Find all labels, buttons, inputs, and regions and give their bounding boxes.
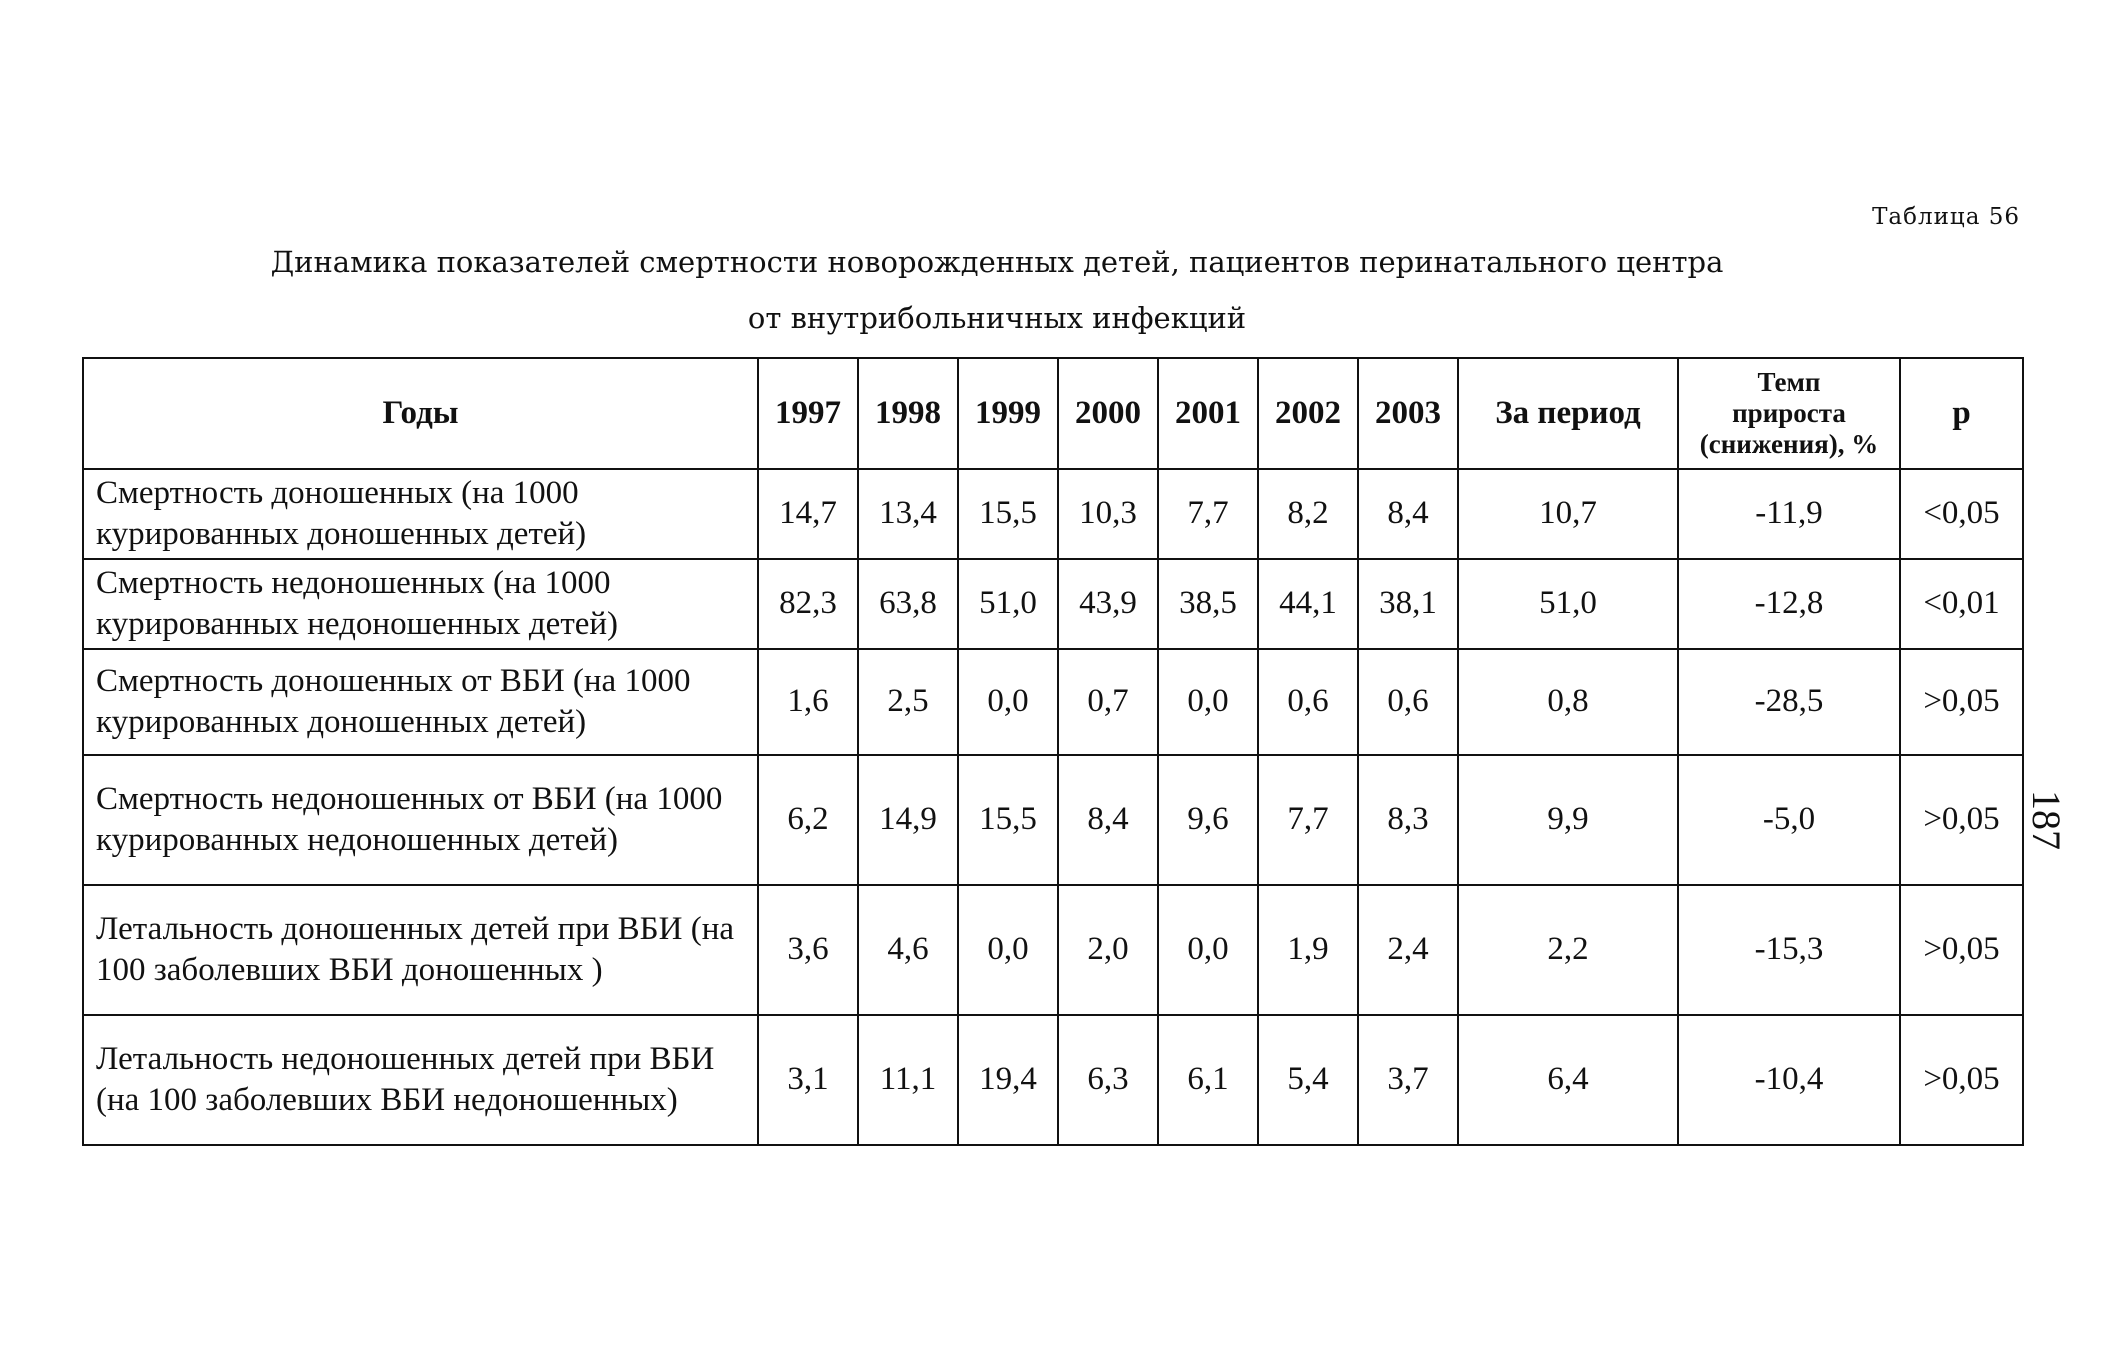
- cell-period: 51,0: [1458, 559, 1678, 649]
- cell-value: 38,1: [1358, 559, 1458, 649]
- cell-value: 7,7: [1258, 755, 1358, 885]
- cell-growth: -15,3: [1678, 885, 1900, 1015]
- cell-value: 11,1: [858, 1015, 958, 1145]
- cell-value: 38,5: [1158, 559, 1258, 649]
- cell-value: 1,9: [1258, 885, 1358, 1015]
- cell-value: 0,0: [958, 885, 1058, 1015]
- cell-value: 82,3: [758, 559, 858, 649]
- table-row: [83, 469, 2023, 559]
- cell-period: 9,9: [1458, 755, 1678, 885]
- table-row: [83, 755, 2023, 885]
- cell-value: 0,6: [1258, 649, 1358, 755]
- cell-value: 6,2: [758, 755, 858, 885]
- header-year: 1997: [758, 358, 858, 469]
- cell-value: 13,4: [858, 469, 958, 559]
- mortality-table: [82, 357, 2024, 1146]
- table-caption-line-2: от внутрибольничных инфекций: [747, 301, 1247, 335]
- cell-value: 0,0: [1158, 649, 1258, 755]
- header-year: 1999: [958, 358, 1058, 469]
- header-year: 1998: [858, 358, 958, 469]
- table-row: [83, 885, 2023, 1015]
- page-number: 187: [2024, 790, 2069, 850]
- cell-growth: -10,4: [1678, 1015, 1900, 1145]
- header-year: 2003: [1358, 358, 1458, 469]
- cell-value: 51,0: [958, 559, 1058, 649]
- cell-value: 2,0: [1058, 885, 1158, 1015]
- row-label: Смертность доношенных (на 1000 курированных доношенных детей): [83, 469, 758, 559]
- table-number: Таблица 56: [1872, 204, 2020, 230]
- cell-value: 43,9: [1058, 559, 1158, 649]
- cell-value: 44,1: [1258, 559, 1358, 649]
- cell-value: 6,3: [1058, 1015, 1158, 1145]
- cell-value: 3,6: [758, 885, 858, 1015]
- cell-value: 15,5: [958, 469, 1058, 559]
- cell-value: 15,5: [958, 755, 1058, 885]
- cell-value: 19,4: [958, 1015, 1058, 1145]
- cell-value: 2,5: [858, 649, 958, 755]
- header-growth-line: прироста: [1732, 397, 1846, 428]
- cell-value: 14,9: [858, 755, 958, 885]
- cell-value: 1,6: [758, 649, 858, 755]
- cell-value: 10,3: [1058, 469, 1158, 559]
- row-label: Летальность недоношенных детей при ВБИ (на 100 заболевших ВБИ недоношенных): [83, 1015, 758, 1145]
- cell-value: 8,4: [1358, 469, 1458, 559]
- cell-value: 7,7: [1158, 469, 1258, 559]
- cell-value: 0,0: [1158, 885, 1258, 1015]
- cell-value: 14,7: [758, 469, 858, 559]
- cell-value: 3,1: [758, 1015, 858, 1145]
- table-row: [83, 649, 2023, 755]
- cell-p: <0,01: [1900, 559, 2023, 649]
- cell-value: 6,1: [1158, 1015, 1258, 1145]
- header-p-value: р: [1900, 358, 2023, 469]
- header-period: За период: [1458, 358, 1678, 469]
- cell-growth: -11,9: [1678, 469, 1900, 559]
- header-growth-line: (снижения), %: [1699, 429, 1879, 460]
- table-caption-line-1: Динамика показателей смертности новорожденных детей, пациентов перинатального центра: [270, 245, 1724, 279]
- table-row: [83, 559, 2023, 649]
- header-year: 2002: [1258, 358, 1358, 469]
- cell-p: >0,05: [1900, 1015, 2023, 1145]
- cell-value: 5,4: [1258, 1015, 1358, 1145]
- header-year: 2001: [1158, 358, 1258, 469]
- cell-value: 2,4: [1358, 885, 1458, 1015]
- cell-p: >0,05: [1900, 649, 2023, 755]
- cell-value: 8,2: [1258, 469, 1358, 559]
- cell-p: >0,05: [1900, 885, 2023, 1015]
- cell-growth: -5,0: [1678, 755, 1900, 885]
- row-label: Смертность доношенных от ВБИ (на 1000 курированных доношенных детей): [83, 649, 758, 755]
- header-year: 2000: [1058, 358, 1158, 469]
- cell-value: 9,6: [1158, 755, 1258, 885]
- cell-period: 10,7: [1458, 469, 1678, 559]
- cell-value: 0,0: [958, 649, 1058, 755]
- cell-value: 0,7: [1058, 649, 1158, 755]
- cell-growth: -12,8: [1678, 559, 1900, 649]
- row-label: Смертность недоношенных от ВБИ (на 1000 курированных недоношенных детей): [83, 755, 758, 885]
- cell-value: 4,6: [858, 885, 958, 1015]
- cell-value: 0,6: [1358, 649, 1458, 755]
- cell-value: 63,8: [858, 559, 958, 649]
- row-label: Смертность недоношенных (на 1000 курированных недоношенных детей): [83, 559, 758, 649]
- cell-value: 8,3: [1358, 755, 1458, 885]
- header-growth-line: Темп: [1757, 366, 1821, 397]
- row-label: Летальность доношенных детей при ВБИ (на 100 заболевших ВБИ доношенных ): [83, 885, 758, 1015]
- table-header-row: [83, 358, 2023, 469]
- cell-period: 2,2: [1458, 885, 1678, 1015]
- header-years-label: Годы: [83, 358, 758, 469]
- table-row: [83, 1015, 2023, 1145]
- cell-p: <0,05: [1900, 469, 2023, 559]
- cell-value: 8,4: [1058, 755, 1158, 885]
- cell-p: >0,05: [1900, 755, 2023, 885]
- cell-growth: -28,5: [1678, 649, 1900, 755]
- cell-period: 0,8: [1458, 649, 1678, 755]
- header-growth-rate: [1678, 358, 1900, 469]
- cell-period: 6,4: [1458, 1015, 1678, 1145]
- cell-value: 3,7: [1358, 1015, 1458, 1145]
